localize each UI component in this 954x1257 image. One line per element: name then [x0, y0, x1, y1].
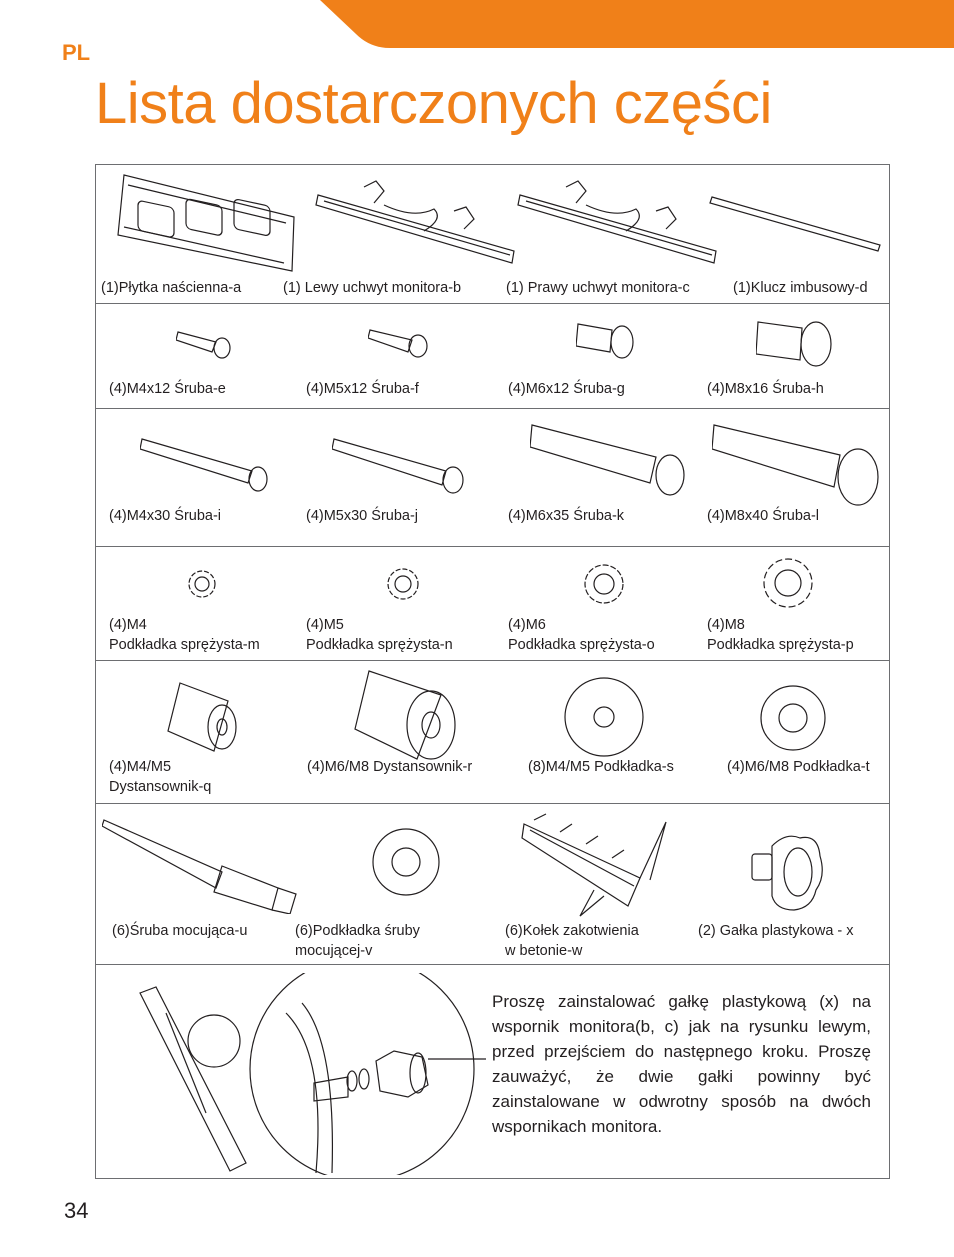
part-caption-s — [528, 757, 674, 777]
parts-row-5 — [96, 661, 889, 804]
lag-washer-v-illustration — [370, 826, 442, 898]
washer-s-illustration — [562, 675, 646, 759]
part-caption-o-line2: Podkładka sprężysta-o — [508, 637, 655, 653]
part-caption-a: (1)Płytka naścienna-a — [101, 280, 242, 296]
part-caption-k: (4)M6x35 Śruba-k — [508, 508, 625, 524]
spring-washer-m-illustration — [185, 567, 219, 601]
part-caption-m-line1: (4)M4 — [109, 617, 147, 633]
parts-row-3 — [96, 409, 889, 547]
parts-row-2 — [96, 304, 889, 409]
part-caption-w-line1: (6)Kołek zakotwienia — [505, 923, 639, 939]
knob-installation-illustration — [126, 973, 486, 1175]
parts-table — [95, 164, 890, 1179]
screw-j-illustration — [332, 433, 466, 499]
wall-anchor-w-illustration — [520, 810, 670, 920]
part-caption-m — [109, 615, 260, 655]
part-caption-q-line1: (4)M4/M5 — [109, 759, 172, 775]
part-caption-b: (1) Lewy uchwyt monitora-b — [283, 280, 462, 296]
part-caption-m-line2: Podkładka sprężysta-m — [109, 637, 260, 653]
part-caption-l: (4)M8x40 Śruba-l — [707, 508, 820, 524]
spring-washer-n-illustration — [384, 565, 422, 603]
part-caption-v-line2: mocującej-v — [295, 943, 373, 959]
part-caption-p — [707, 615, 854, 655]
part-caption-t-line1: (4)M6/M8 Podkładka-t — [727, 759, 870, 775]
left-monitor-bracket-illustration — [314, 179, 519, 269]
parts-row-1 — [96, 165, 889, 304]
screw-f-illustration — [368, 324, 428, 360]
part-caption-v-line1: (6)Podkładka śruby — [295, 923, 420, 939]
page-title: Lista dostarczonych części — [95, 71, 772, 136]
installation-note: Proszę zainstalować gałkę plastykową (x) na wspornik monitora(b, c) jak na rysunku lewym, przed przejściem do następnego kroku. Proszę zauważyć, że dwie gałki powinny być zainstalowane w odwrotny sposób na dwóch wspornikach monitora. — [492, 992, 871, 1136]
wall-plate-illustration — [104, 171, 296, 273]
part-caption-g: (4)M6x12 Śruba-g — [508, 381, 625, 397]
part-caption-n-line2: Podkładka sprężysta-n — [306, 637, 453, 653]
part-caption-q — [109, 757, 211, 797]
hex-key-illustration — [708, 193, 884, 253]
language-label: PL — [62, 40, 91, 65]
part-caption-q-line2: Dystansownik-q — [109, 779, 212, 795]
part-caption-p-line2: Podkładka sprężysta-p — [707, 637, 854, 653]
part-caption-c: (1) Prawy uchwyt monitora-c — [506, 280, 690, 296]
spacer-r-illustration — [351, 667, 471, 761]
spacer-q-illustration — [166, 681, 246, 753]
part-caption-r — [307, 757, 472, 777]
part-caption-o-line1: (4)M6 — [508, 617, 546, 633]
part-caption-u-line1: (6)Śruba mocująca-u — [112, 923, 248, 939]
screw-h-illustration — [756, 316, 834, 372]
spring-washer-p-illustration — [760, 555, 816, 611]
part-caption-h: (4)M8x16 Śruba-h — [707, 381, 824, 397]
parts-row-6 — [96, 804, 889, 965]
screw-e-illustration — [176, 326, 232, 360]
part-caption-f: (4)M5x12 Śruba-f — [306, 381, 419, 397]
part-caption-u — [112, 921, 247, 941]
part-caption-p-line1: (4)M8 — [707, 617, 745, 633]
lag-screw-u-illustration — [102, 814, 298, 914]
parts-row-4 — [96, 547, 889, 661]
plastic-knob-x-illustration — [746, 828, 826, 914]
part-caption-i: (4)M4x30 Śruba-i — [109, 508, 222, 524]
part-caption-w — [505, 921, 639, 961]
part-caption-t — [727, 757, 870, 777]
page-number: 34 — [64, 1198, 89, 1223]
orange-header-banner — [0, 0, 954, 48]
spring-washer-o-illustration — [581, 561, 627, 607]
part-caption-n-line1: (4)M5 — [306, 617, 344, 633]
part-caption-n — [306, 615, 453, 655]
part-caption-w-line2: w betonie-w — [505, 943, 583, 959]
part-caption-d: (1)Klucz imbusowy-d — [733, 280, 868, 296]
part-caption-e: (4)M4x12 Śruba-e — [109, 381, 226, 397]
right-monitor-bracket-illustration — [516, 179, 721, 269]
part-caption-v — [295, 921, 420, 961]
part-caption-o — [508, 615, 655, 655]
part-caption-x — [698, 921, 854, 941]
part-caption-j: (4)M5x30 Śruba-j — [306, 508, 419, 524]
part-caption-r-line1: (4)M6/M8 Dystansownik-r — [307, 759, 473, 775]
screw-g-illustration — [576, 320, 636, 362]
screw-i-illustration — [140, 433, 270, 497]
part-caption-x-line1: (2) Gałka plastykowa - x — [698, 923, 854, 939]
part-caption-s-line1: (8)M4/M5 Podkładka-s — [528, 759, 674, 775]
washer-t-illustration — [758, 683, 828, 753]
screw-l-illustration — [712, 421, 884, 509]
screw-k-illustration — [530, 421, 690, 503]
